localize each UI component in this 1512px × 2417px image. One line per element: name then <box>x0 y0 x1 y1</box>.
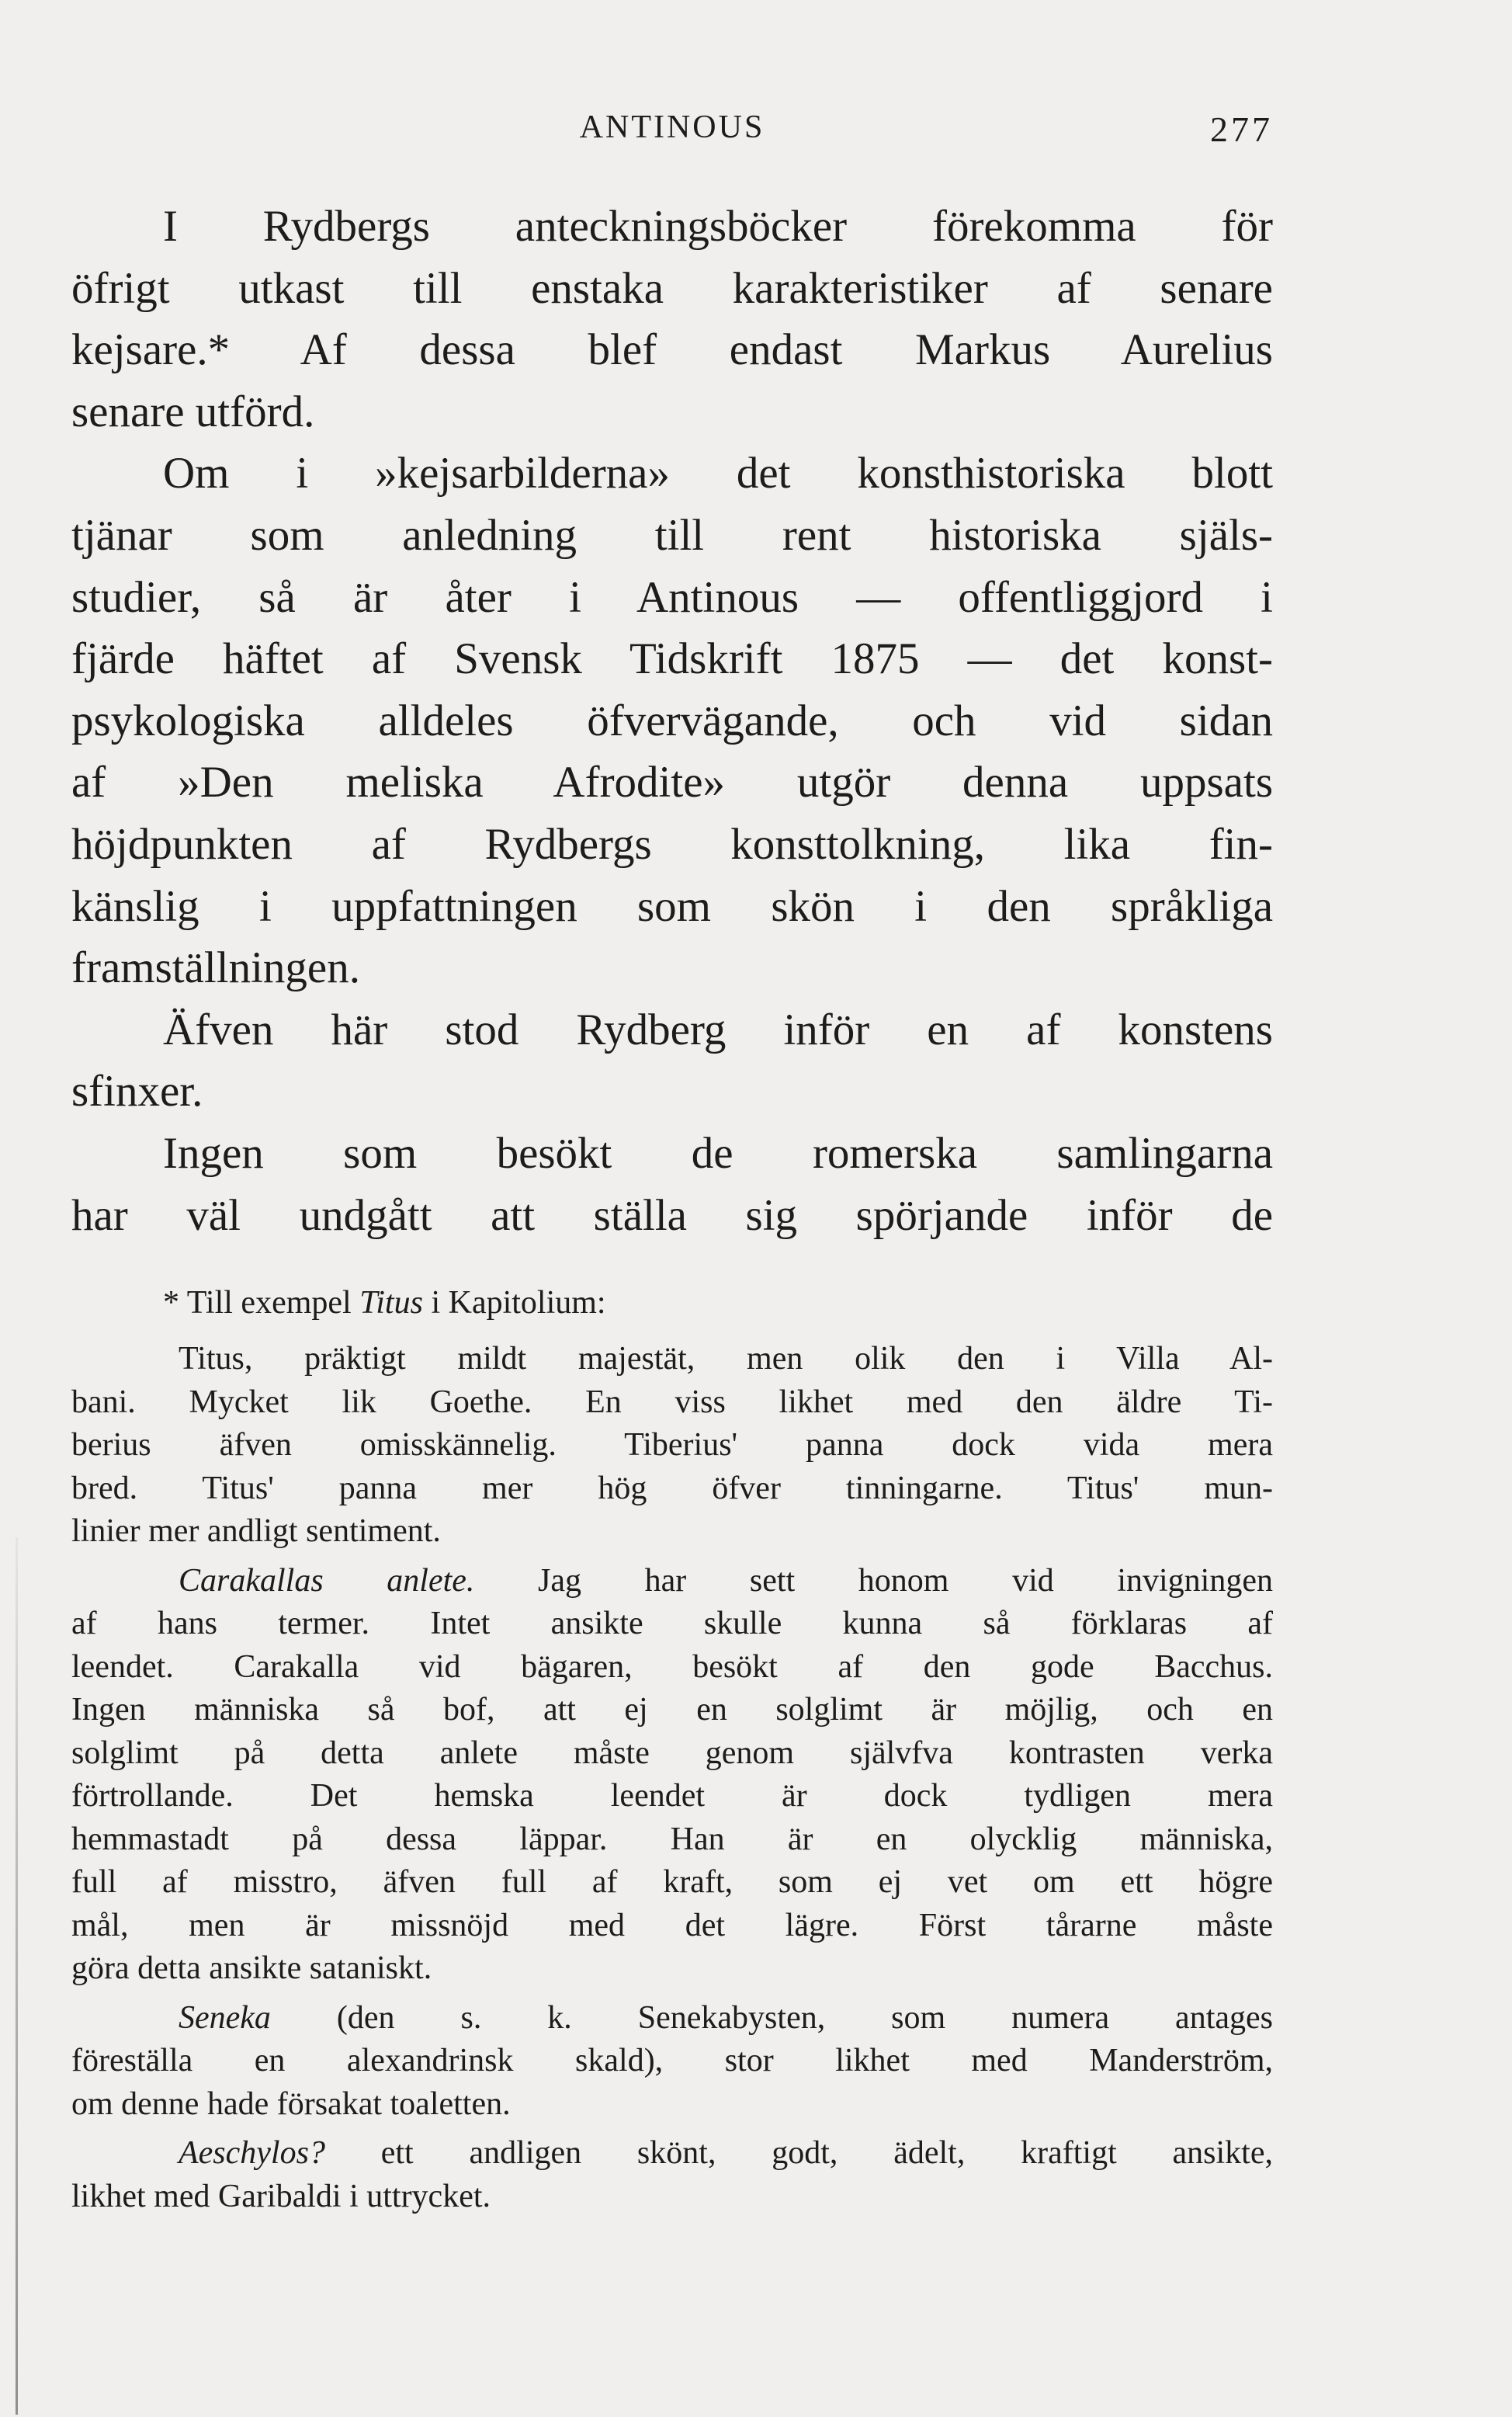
text-line: I Rydbergs anteckningsböcker förekomma för <box>163 202 1273 251</box>
footnote-line: likhet med Garibaldi i uttrycket. <box>71 2178 491 2214</box>
footnote-line: förtrollande. Det hemska leendet är dock tydligen mera <box>71 1778 1273 1814</box>
page-number: 277 <box>1210 109 1273 149</box>
footnote-line: bred. Titus' panna mer hög öfver tinningarne. Titus' mun- <box>71 1470 1273 1506</box>
footnote-lead-text: Till exempel <box>186 1285 352 1321</box>
footnote-italic-term: Seneka <box>179 1999 271 2036</box>
footnote-line: full af misstro, äfven full af kraft, som ej vet om ett högre <box>71 1864 1273 1900</box>
footnote-text: Jag har sett honom vid invigningen <box>538 1562 1273 1599</box>
text-line: öfrigt utkast till enstaka karakteristiker af senare <box>71 263 1273 313</box>
footnote-line: linier mer andligt sentiment. <box>71 1513 441 1549</box>
footnote-line: solglimt på detta anlete måste genom självfva kontrasten verka <box>71 1735 1273 1771</box>
text-line: fjärde häftet af Svensk Tidskrift 1875 — det konst- <box>71 634 1273 684</box>
footnote-line <box>71 1560 1273 1603</box>
footnote-line: af hans termer. Intet ansikte skulle kunna så förklaras af <box>71 1606 1273 1641</box>
footnote-line: Titus, präktigt mildt majestät, men olik den i Villa Al- <box>179 1341 1273 1377</box>
footnote-line: Ingen människa så bof, att ej en solglimt är möjlig, och en <box>71 1692 1273 1728</box>
footnote-italic-term: Aeschylos? <box>179 2135 325 2171</box>
text-line: framställningen. <box>71 943 360 993</box>
footnote-marker: * <box>163 1285 179 1321</box>
text-line: Ingen som besökt de romerska samlingarna <box>163 1128 1273 1178</box>
text-line: har väl undgått att ställa sig spörjande inför de <box>71 1190 1273 1240</box>
main-text <box>71 196 1273 1246</box>
text-line: studier, så är åter i Antinous — offentliggjord i <box>71 572 1273 622</box>
footnote-lead-text: i Kapitolium: <box>431 1285 606 1321</box>
text-line: kejsare.* Af dessa blef endast Markus Aurelius <box>71 325 1273 375</box>
footnote-line: göra detta ansikte sataniskt. <box>71 1950 432 1986</box>
footnote-lead-italic: Titus <box>359 1285 423 1321</box>
footnote-line: om denne hade försakat toaletten. <box>71 2085 511 2122</box>
footnote-italic-term: Carakallas anlete. <box>179 1562 475 1599</box>
text-line: tjänar som anledning till rent historiska själs- <box>71 510 1273 560</box>
footnote-line: mål, men är missnöjd med det lägre. Först tårarne måste <box>71 1907 1273 1943</box>
footnote-line: bani. Mycket lik Goethe. En viss likhet med den äldre Ti- <box>71 1384 1273 1420</box>
footnote-text: ett andligen skönt, godt, ädelt, kraftigt ansikte, <box>380 2135 1273 2171</box>
running-header <box>71 109 1273 155</box>
footnote-line <box>71 1997 1273 2040</box>
text-line: sfinxer. <box>71 1067 203 1116</box>
footnote-line: hemmastadt på dessa läppar. Han är en olycklig människa, <box>71 1821 1273 1857</box>
page-edge-shadow <box>16 1537 18 2415</box>
footnote-intro <box>163 1284 606 1321</box>
text-line: Om i »kejsarbilderna» det konsthistoriska blott <box>163 449 1273 498</box>
text-line: senare utförd. <box>71 387 315 436</box>
running-title: ANTINOUS <box>579 109 765 145</box>
text-line: Äfven här stod Rydberg inför en af konstens <box>163 1005 1273 1054</box>
footnote-line: leendet. Carakalla vid bägaren, besökt af den gode Bacchus. <box>71 1648 1273 1685</box>
footnote-line: berius äfven omisskännelig. Tiberius' panna dock vida mera <box>71 1427 1273 1463</box>
text-line: höjdpunkten af Rydbergs konsttolkning, lika fin- <box>71 819 1273 869</box>
footnote-line: föreställa en alexandrinsk skald), stor likhet med Manderström, <box>71 2043 1273 2078</box>
footnote-body <box>71 1338 1273 2218</box>
text-line: af »Den meliska Afrodite» utgör denna uppsats <box>71 758 1273 807</box>
footnote-text: (den s. k. Senekabysten, som numera antages <box>336 1999 1273 2036</box>
text-line: psykologiska alldeles öfvervägande, och vid sidan <box>71 696 1273 745</box>
footnote-line <box>71 2132 1273 2176</box>
text-line: känslig i uppfattningen som skön i den språkliga <box>71 881 1273 931</box>
